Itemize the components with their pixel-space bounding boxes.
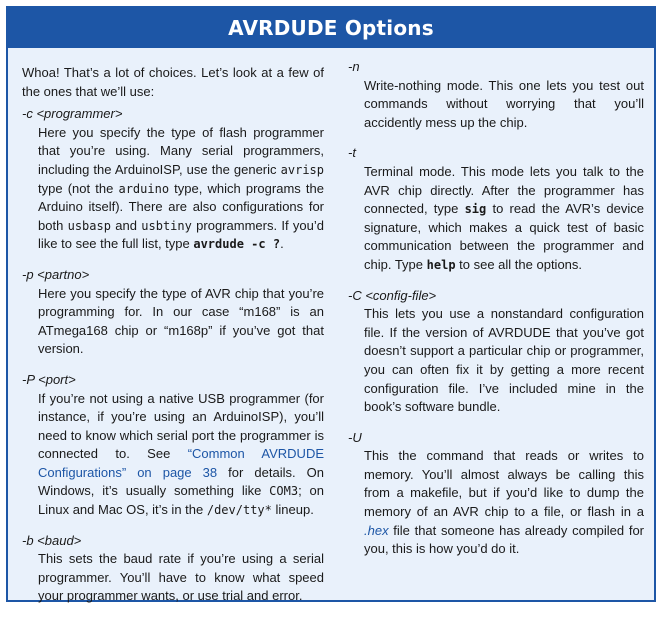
cross-reference-link[interactable]: “Common AVRDUDE Configurations” on page 38 [38, 446, 325, 480]
text-run: . [280, 236, 284, 252]
text-run: lineup. [271, 502, 314, 518]
right-column [348, 58, 644, 571]
text-run: Here you specify the type of flash programmer that you’re using. Many serial programmers, including the ArduinoISP, use the generic [38, 124, 324, 177]
code-sig: sig [464, 202, 487, 217]
option-b-flag: -b <baud> [22, 532, 82, 548]
option-P [22, 371, 324, 520]
option-c [22, 105, 324, 254]
option-C-flag: -C <config-file> [348, 287, 437, 303]
code-usbasp: usbasp [67, 218, 111, 233]
option-c-flag: -c <programmer> [22, 106, 123, 122]
text-run: Terminal mode. This mode lets you talk to the AVR chip directly. After the programmer has connected, type [364, 163, 644, 217]
option-c-description [38, 124, 324, 254]
text-run: ; on Linux and Mac OS, it’s in the [38, 483, 324, 518]
left-column [22, 58, 324, 618]
option-p [22, 266, 324, 359]
code-usbtiny: usbtiny [141, 218, 192, 233]
sidebar-box [6, 6, 656, 602]
text-run: type, which programs the Arduino itself). There are also configurations for both [38, 180, 324, 233]
text-run: This the command that reads or writes to memory. You’ll almost always be calling this from a makefile, but if you’d like to dump the memory of an AVR chip to a file, or flash in a [364, 448, 644, 520]
option-p-description: Here you specify the type of AVR chip that you’re programming for. In our case “m168” is an ATmega168 chip or “m168p” if you’ve got that version. [38, 285, 324, 357]
code-com3: COM3 [269, 484, 299, 499]
option-U [348, 429, 644, 559]
option-t [348, 144, 644, 274]
hex-file-term: .hex [364, 522, 389, 538]
intro-text: Whoa! That’s a lot of choices. Let’s look at a few of the ones that we’ll use: [22, 65, 324, 99]
text-run: to see all the options. [455, 256, 583, 272]
code-dev-tty: /dev/tty* [206, 503, 272, 518]
code-help: help [426, 257, 456, 272]
option-n-flag: -n [348, 59, 360, 74]
option-b [22, 532, 324, 606]
option-U-flag: -U [348, 429, 362, 445]
option-U-description [364, 447, 644, 559]
text-run: If you’re not using a native USB programmer (for instance, if you’re using an ArduinoISP), you’ll need to know which serial port the programmer is connected to. See [38, 390, 324, 462]
option-t-flag: -t [348, 145, 356, 161]
option-t-description [364, 163, 644, 275]
option-n-description: Write-nothing mode. This one lets you test out commands without worrying that you’ll accidently mess up the chip. [364, 77, 644, 130]
text-run: to read the AVR’s device signature, which makes a quick test of basic communication between the programmer and chip. Type [364, 201, 644, 272]
code-arduino: arduino [118, 181, 170, 196]
option-n [348, 58, 644, 132]
box-title: AVRDUDE Options [8, 8, 654, 48]
option-P-flag: -P <port> [22, 371, 76, 387]
text-run: and [110, 217, 142, 233]
option-P-description [38, 390, 324, 520]
text-run: for details. On Windows, it’s usually something like [38, 464, 324, 499]
text-run: programmers. If you’d like to see the full list, type [38, 217, 324, 252]
text-run: file that someone has already compiled for you, this is how you’d do it. [364, 522, 644, 557]
code-avrdude-list: avrdude -c ? [193, 237, 281, 252]
option-p-flag: -p <partno> [22, 266, 90, 282]
text-run: type (not the [38, 180, 119, 196]
option-C [348, 287, 644, 417]
option-C-description: This lets you use a nonstandard configuration file. If the version of AVRDUDE that you’ve got doesn’t support a particular chip or programmer, you can often fix it by getting a more recent configuration file. I’ve included mine in the book’s software bundle. [364, 306, 644, 415]
option-b-description: This sets the baud rate if you’re using a serial programmer. You’ll have to know what speed your programmer wants, or use trial and error. [38, 551, 324, 604]
code-avrisp: avrisp [280, 162, 324, 177]
